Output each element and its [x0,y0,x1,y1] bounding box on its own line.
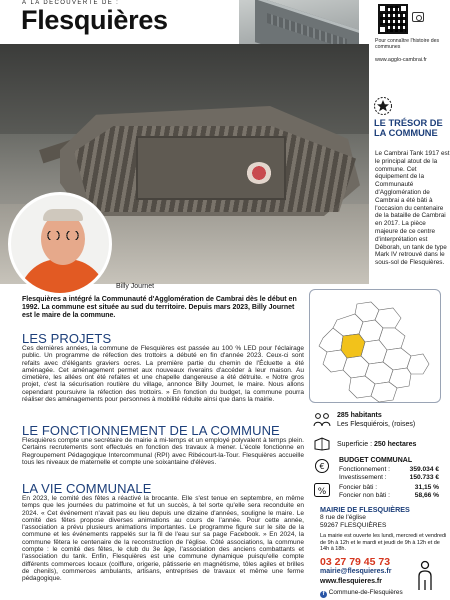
mairie-website-link[interactable]: www.flesquieres.fr [320,578,382,585]
mairie-email-link[interactable]: mairie@flesquieres.fr [320,568,392,575]
foncier-bati: Foncier bâti : 31,15 % [339,484,439,491]
qr-corner-marker [378,25,387,34]
population-value: 285 habitants [337,412,382,419]
superficie-line: Superficie : 250 hectares [337,441,417,448]
intro-text: Flesquières a intégré la Communauté d'Agglomération de Cambrai dès le début en 1992. La commune est située au sud du territoire. Depuis mars 2023, Billy Journet est le maire de la commune. [22,296,297,319]
budget-investissement: Investissement : 150.733 € [339,474,439,481]
svg-text:€: € [319,462,325,471]
budget-icon [313,458,331,474]
svg-text:%: % [317,487,327,497]
area-icon [314,437,330,451]
facebook-link[interactable]: f Commune-de-Flesquières [320,589,403,598]
person-icon [414,560,436,592]
section-kicker: À LA DÉCOUVERTE DE : [22,0,120,6]
portrait-caption: Billy Journet [116,283,155,290]
tresor-title: LE TRÉSOR DE LA COMMUNE [374,118,443,139]
mairie-phone-link[interactable]: 03 27 79 45 73 [320,556,391,568]
paragraph-projets: Ces dernières années, la commune de Flesquières est passée au 100 % LED pour l'éclairage public. Un programme de réfection des trottoirs a débuté en fin d'année 2023. Ceux-ci sont refaits avec d'élégants graviers ocres. La première partie du chemin de l'Écluette a été aménagée. Cet aménagement permet aux nouveaux riverains d'accéder à leur maison. Au cimetière, les allées ont été refaites et une chapelle dangereuse a été détruite. « Notre gros projet, c'est la sécurisation routière du village, annonce Billy Journet, le maire. Nous allons cependant poursuivre la réfection des trottoirs. » En fonction du budget, la commune pourra réaliser des aménagements pour personnes à mobilité réduite ainsi que dans la mairie. [22,345,304,404]
mairie-opening-hours: La mairie est ouverte les lundi, mercredi et vendredi de 9h à 12h et le mardi et jeudi de 9h à 12h et de 14h à 18h. [320,533,447,553]
qr-corner-marker [378,4,387,13]
agglomeration-map [313,300,437,404]
mayor-portrait [8,192,112,296]
heading-fonctionnement: LE FONCTIONNEMENT DE LA COMMUNE [22,423,280,438]
paragraph-vie-communale: En 2023, le comité des fêtes a réactivé la brocante. Elle s'est tenue en septembre, en même temps que les journées du patrimoine et fut un succès, à tel sorte qu'elle sera reconduite en 2024. « Cet événement n'avait pas eu lieu depuis une dizaine d'années, souligne le maire. Le comité des fêtes propose diverses animations au cours de l'année. Pour cette année, l'association a prévu plusieurs animations importantes. Le programme figure sur le site de la commune et les événements rappelés sur la fil de l'eau sur sa page Facebook. » En 2024, la commune fêtera le centenaire de la reconstruction de l'église. Côté associations, la commune compte : le comité des fêtes, le club du 3e âge, l'association des anciens combattants et l'association du tank. Enfin, Flesquières est une commune dynamique puisqu'elle compte différents commerces locaux (coiffure, origerie, pâtisserie en magnétisme, tôles agiles et brilles de chenils), commerces ambulants, artisans, entreprises de travaux et même une ferme pédagogique. [22,495,304,583]
percent-icon [313,482,331,498]
camera-icon [412,12,424,22]
poppy-wreath [246,162,272,184]
population-label: Les Flesquiérois, (roises) [337,421,416,428]
facebook-icon: f [320,591,327,598]
flesquieres-highlight [341,334,365,358]
paragraph-fonctionnement: Flesquières compte une secrétaire de mairie à mi-temps et un employé polyvalent à temps plein. Certains recrutements sont effectués en fonction des travaux à mener. L'école fonctionne en Regroupement Pédagogique Intercommunal (RPI) avec Ribécourt-la-Tour. Flesquières accueille tous les niveaux de maternelle et compte une soixantaine d'élèves. [22,437,304,466]
budget-title: BUDGET COMMUNAL [339,457,413,464]
mairie-title: MAIRIE DE FLESQUIÈRES [320,505,410,514]
heading-vie-communale: LA VIE COMMUNALE [22,481,152,496]
budget-fonctionnement: Fonctionnement : 359.034 € [339,466,439,473]
population-icon [313,412,331,428]
qr-url-link[interactable]: www.agglo-cambrai.fr [375,57,427,63]
mairie-address-city: 59267 FLESQUIÈRES [320,522,387,529]
star-badge-icon [372,96,394,116]
tresor-body: Le Cambrai Tank 1917 est le principal atout de la commune. Cet équipement de la Communauté d'Agglomération de Cambrai a été bâti à l'occasion du centenaire de la bataille de Cambrai en 2017. La pièce majeure de ce centre d'interprétation est Déborah, un tank de type Mark IV retrouvé dans le sous-sol de Flesquières. [375,150,450,267]
mairie-address-street: 8 rue de l'église [320,514,366,521]
qr-corner-marker [399,4,408,13]
foncier-non-bati: Foncier non bâti : 58,66 % [339,492,439,499]
page-title: Flesquières [21,5,168,35]
qr-caption: Pour connaître l'histoire des communes [375,38,440,51]
heading-projets: LES PROJETS [22,331,112,346]
